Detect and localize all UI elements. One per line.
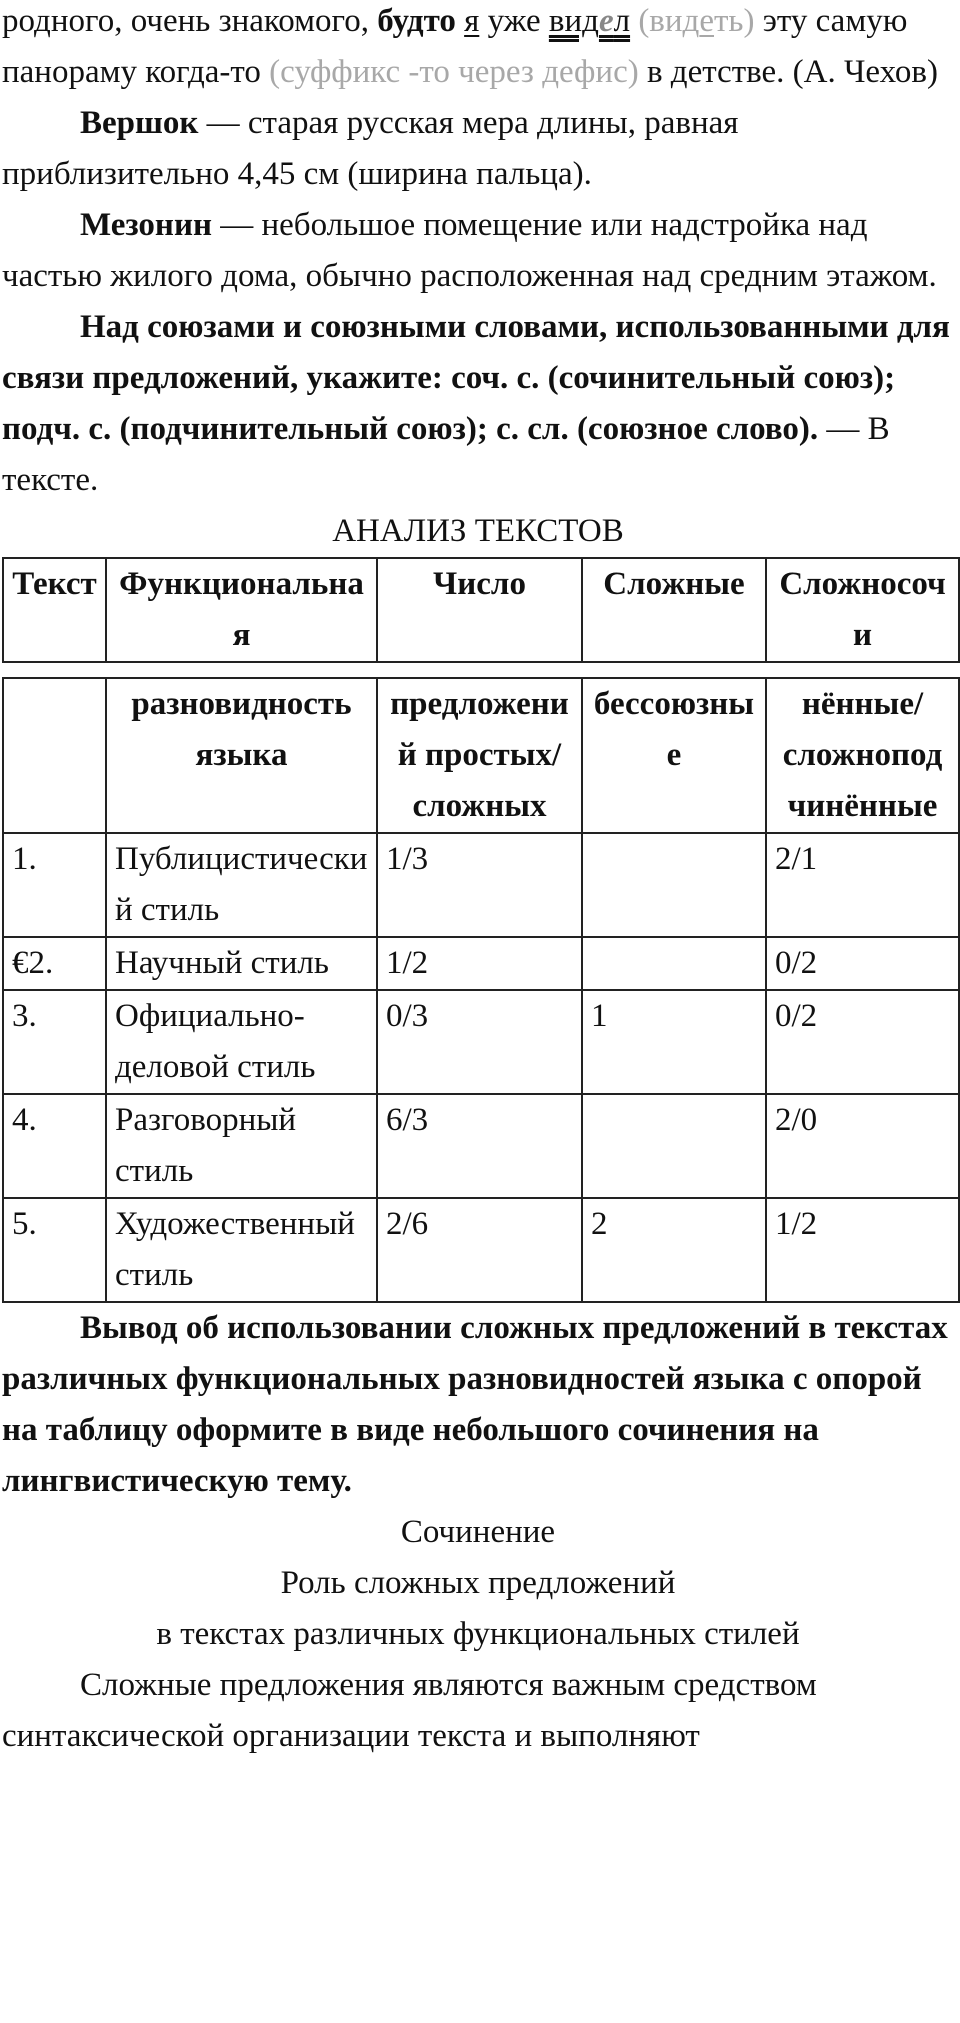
table-cell: 2/0 <box>766 1094 959 1198</box>
essay-text: Сложные предложения являются важным средством синтаксической организации текста и выполняют <box>2 1667 817 1754</box>
table-cell: 5. <box>3 1198 106 1302</box>
table-cell: 4. <box>3 1094 106 1198</box>
table-row <box>3 1094 959 1198</box>
table-cell: Художественный стиль <box>106 1198 377 1302</box>
table-cell: 1/2 <box>377 937 582 990</box>
table-cell: 2/1 <box>766 833 959 937</box>
header-cell: нённые/ сложноподчинённые <box>766 678 959 833</box>
essay-heading: Сочинение <box>400 1514 556 1550</box>
table-cell: Публицистический стиль <box>106 833 377 937</box>
table-cell: 2 <box>582 1198 766 1302</box>
table-cell: 6/3 <box>377 1094 582 1198</box>
analysis-table <box>2 677 960 1303</box>
header-cell: Число <box>377 558 582 662</box>
essay-title-line1: Роль сложных предложений <box>280 1565 676 1601</box>
table-cell: 2/6 <box>377 1198 582 1302</box>
table-cell: 1/2 <box>766 1198 959 1302</box>
table-cell: 0/3 <box>377 990 582 1094</box>
table-cell: €2. <box>3 937 106 990</box>
task-instruction: Над союзами и союзными словами, использованными для связи предложений, укажите: соч. с. (сочинительный союз); подч. с. (подчинительный союз); с. сл. (союзное слово). — В тексте. <box>2 309 950 498</box>
table-cell: 0/2 <box>766 937 959 990</box>
intro-paragraph: родного, очень знакомого, будто я уже видел (видеть) эту самую панораму когда-то (суффикс -то через дефис) в детстве. (А. Чехов) <box>2 3 938 90</box>
table-row <box>3 990 959 1094</box>
table-cell: Научный стиль <box>106 937 377 990</box>
table-cell: 0/2 <box>766 990 959 1094</box>
essay-title-line2: в текстах различных функциональных стилей <box>156 1616 800 1652</box>
header-cell: Текст <box>3 558 106 662</box>
header-cell: предложений простых/ сложных <box>377 678 582 833</box>
analysis-table-header <box>2 557 960 663</box>
table-title: АНАЛИЗ ТЕКСТОВ <box>332 513 624 549</box>
header-cell: бессоюзные <box>582 678 766 833</box>
vershok-definition: Вершок — старая русская мера длины, равная приблизительно 4,45 см (ширина пальца). <box>2 105 739 192</box>
table-row <box>3 833 959 937</box>
table-cell: 3. <box>3 990 106 1094</box>
table-header-row <box>3 678 959 833</box>
table-cell: 1 <box>582 990 766 1094</box>
table-cell: Официально-деловой стиль <box>106 990 377 1094</box>
header-cell: Сложносочи <box>766 558 959 662</box>
header-cell <box>3 678 106 833</box>
table-row <box>3 1198 959 1302</box>
table-header-row <box>3 558 959 662</box>
table-row <box>3 937 959 990</box>
table-cell: 1/3 <box>377 833 582 937</box>
header-cell: Сложные <box>582 558 766 662</box>
table-cell <box>582 937 766 990</box>
table-cell <box>582 1094 766 1198</box>
table-cell: Разговорный стиль <box>106 1094 377 1198</box>
header-cell: Функциональная <box>106 558 377 662</box>
table-cell: 1. <box>3 833 106 937</box>
table-cell <box>582 833 766 937</box>
conclusion-task: Вывод об использовании сложных предложений в текстах различных функциональных разновидностей языка с опорой на таблицу оформите в виде небольшого сочинения на лингвистическую тему. <box>2 1310 948 1499</box>
header-cell: разновидность языка <box>106 678 377 833</box>
mezonin-definition: Мезонин — небольшое помещение или надстройка над частью жилого дома, обычно расположенная над средним этажом. <box>2 207 937 294</box>
